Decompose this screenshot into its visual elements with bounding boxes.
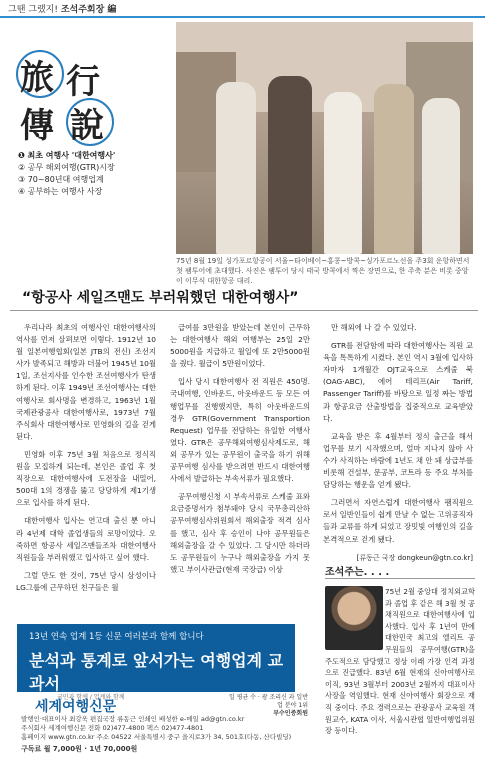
newspaper-footer <box>17 692 312 752</box>
paragraph: 그러면서 자연스럽게 대한여행사 팸직원으로서 일반인들이 쉽게 만날 수 없는 고위공직자들과 교류를 하게 되었고 장밋빛 여행인의 길을 본격적으로 걷게 됐다. <box>323 498 473 544</box>
series-name: 그땐 그랬지! <box>8 5 58 15</box>
masthead-row: 발행인·대표이사 최강욱 편집국장 류동근 인쇄인 배성한 e-메일 ad@gtn.co.kr <box>21 715 245 723</box>
paragraph: 민영화 이후 75년 3월 처음으로 정식직원을 모집하게 되는데, 본인은 졸업 후 첫 직장으로 대한여행사에 도전장을 내밀어, 500대 1의 경쟁을 뚫고 당당하게 제1기생으로 입사를 하게 된다. <box>16 449 156 508</box>
list-item: ③ 70~80년대 여행업계 <box>18 175 104 184</box>
logo-char: 說 <box>70 106 104 146</box>
logo-char: 行 <box>66 62 100 102</box>
paragraph: 대한여행사 입사는 연고대 출신 뿐 아니라 4년제 대학 졸업생들의 로망이었다. 오죽하면 항공사 세일즈맨들조차 대한여행사 직원들을 부러워했고 입사하고 싶어 했다. <box>16 516 156 562</box>
paragraph: 급여를 3만원을 받았는데 본인이 근무하는 대한여행사 해외 여행부는 25일 2만5000원을 지급하고 월일에 또 2만5000원을 줬다. 월급이 5만원이었다. <box>170 323 310 369</box>
logo-char: 傳 <box>20 106 54 146</box>
list-item: ❶ 최초 여행사 '대한여행사' <box>18 151 116 160</box>
article-column-1 <box>16 322 156 600</box>
profile-text: 75년 2월 중앙대 정치외교학과 졸업 후 같은 해 3월 첫 공채직원으로 대한여행사에 입사했다. 입사 후 1년여 만에 대한민국 최고의 엘리트 공무원들의 공무여행(GTR)을 주도적으로 담당했고 정상 이래 가장 인격 과정으로 진급했다. 83년 6월 현재의 신아여행사로 이직, 93년 3월부터 2003년 2월까지 대표이사 사장을 역임했다. 현재 신아여행사 회장으로 재직 중이다. 주요 경력으로는 관광공사 교육원 객원교수, KATA 이사, 서울시관협 일반여행업위원장 등이다. <box>325 587 476 736</box>
ad-line-1: 13년 연속 업계 1등 신문 여러분과 함께 합니다 <box>29 632 204 642</box>
article-column-3 <box>323 322 473 564</box>
masthead-row: 주식회사 세계여행신문 전화 02)477-4800 팩스 02)477-4801 <box>21 724 204 732</box>
author-label: 조석주회장 編 <box>60 5 117 15</box>
profile-text-box <box>325 586 475 737</box>
photo-caption: 75년 8월 19일 싱가포르항공이 서울~타이베이~홍콩~방콕~싱가포르노선을 주3회 운항하면서 첫 팸투어에 초대했다. 사진은 팸투어 당시 태국 방콕에서 찍은 장면으로, 한 주축 분은 비롯 중앙이 이무식 대한항공 대리. <box>176 257 470 285</box>
historical-photo <box>176 22 473 254</box>
ad-banner[interactable] <box>17 624 295 692</box>
article-headline: “항공사 세일즈맨도 부러워했던 대한여행사” <box>22 290 299 306</box>
paragraph: GTR를 전담함에 따라 대한여행사는 직원 교육을 톡톡하게 시켰다. 본인 역시 3월에 입사하자마자 1개월간 OJT교육으로 스케줄 북(OAG·ABC), 에어 테리프(Air Tariff, Passenger Tariff)를 바탕으로 일정 짜는 방법과 항공요금 산출방법을 집중적으로 교육받았다. <box>323 341 473 423</box>
paragraph: 입사 당시 대한여행사 전 직원은 450명. 국내여행, 인바운드, 아웃바운드 등 모든 여행업무를 진행했지만, 특히 아웃바운드의 경우 GTR(Government Transportion Request) 업무를 전담하는 유일한 여행사였다. GTR은 공무해외여행심사제도로, 해외 공무가 있는 공무원이 출국을 하기 위해 공무여행 심사를 받으려면 반드시 대한여행사에서 발급하는 부속서류가 필요했다. <box>170 377 310 484</box>
profile-rule <box>325 578 475 579</box>
paragraph: 우리나라 최초의 여행사인 대한여행사의 역사를 먼저 살펴보면 이렇다. 1912년 10월 일본여행협회(일본 JTB의 전신) 조선지사가 발족되고 해방과 더불어 1945년 10월 1일, 조선지사를 인수한 조선여행사가 탄생하게 된다. 이후 1949년 조선여행사는 대한여행사로 회사명을 변경하고, 1963년 1월 국제관광공사 대한여행사로, 1973년 7월 주식회사 대한여행사로 민영화의 길을 걷게 된다. <box>16 323 156 441</box>
page-header <box>8 2 116 15</box>
paragraph: 공무여행신청 시 부속서류로 스케줄 표와 요금증명서가 첨부돼야 당시 국무총리산하 공무여행심사위원회서 해외출장 적격 심사를 했고, 심사 후 승인이 나야 공무원들은 해외출장을 갈 수 있었다. 그 당시만 하더라도 공무원들이 누구나 해외출장을 가지 못했고 부이사관급(현재 국장급) 이상 <box>170 492 310 574</box>
profile-title: 조석주는. . . . <box>325 567 390 578</box>
reporter-signature: [류동근 국장 dongkeun@gtn.co.kr] <box>356 553 473 562</box>
article-column-2 <box>170 322 310 582</box>
brand-tagline: 국민과 함께 / 업계와 함께 <box>57 694 125 701</box>
newspaper-brand[interactable]: 세계여행신문 <box>35 699 117 715</box>
rank-text: 일 평균 수 · 광 조리신 과 일반 업 분야 1위 <box>228 694 308 709</box>
masthead-row: 홈페이지 www.gtn.co.kr 주소 04522 서울특별시 중구 을지로3가 34, 501호(다동, 산다빌딩) <box>21 733 292 741</box>
list-item: ② 공무 해외여행(GTR)시장 <box>18 163 115 172</box>
list-item: ④ 공부하는 여행사 사장 <box>18 187 103 196</box>
rank-badge: 부수인증회원 <box>273 710 308 717</box>
subscription-price: 구독료 월 7,000원 · 1년 70,000원 <box>21 745 138 753</box>
paragraph: 교육을 받은 후 4월부터 정식 출근을 해서 업무를 보기 시작했으며, 얼마 지나지 않아 사수가 사직하는 바람에 1년도 채 안 돼 상급부를 비롯해 건설부, 문공부, 코트라 등 주요 부처를 담당하는 행운을 얻게 됐다. <box>323 431 473 490</box>
logo-char: 旅 <box>20 58 54 98</box>
series-list <box>18 150 138 198</box>
series-logo <box>14 48 120 148</box>
paragraph: 만 해외에 나 갈 수 있었다. <box>331 323 417 332</box>
header-rule <box>0 16 485 18</box>
headline-rule <box>10 310 478 311</box>
paragraph: 그럴 만도 한 것이, 75년 당시 삼성이나 LG그룹에 근무하던 친구들은 월 <box>16 570 156 592</box>
ad-line-2: 분석과 통계로 앞서가는 여행업계 교과서 <box>29 651 284 693</box>
